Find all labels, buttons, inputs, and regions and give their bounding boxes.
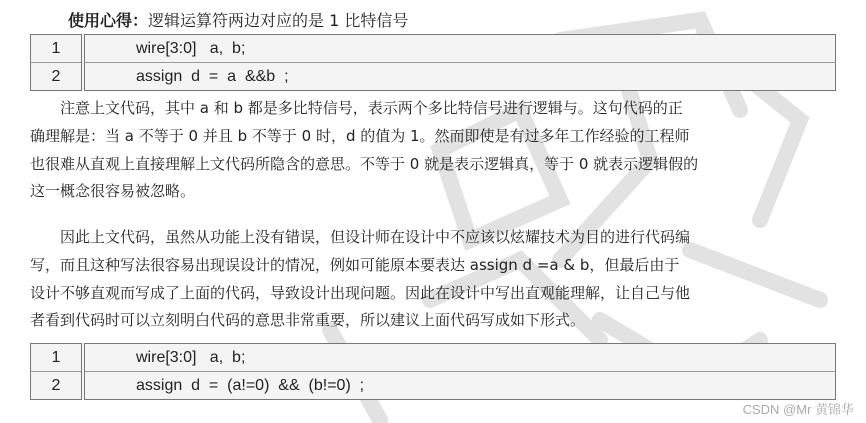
csdn-credit: CSDN @Mr 黄锦华 xyxy=(742,402,854,417)
code-block-recommended xyxy=(30,343,836,400)
code-text: assign d = (a!=0) && (b!=0) ; xyxy=(83,372,836,400)
usage-tip-text: 逻辑运算符两边对应的是 1 比特信号 xyxy=(148,11,409,30)
usage-tip-heading xyxy=(68,8,408,31)
paragraph-line: 注意上文代码，其中 a 和 b 都是多比特信号，表示两个多比特信号进行逻辑与。这句代码的正 xyxy=(30,99,683,117)
code-line xyxy=(31,35,836,63)
code-line xyxy=(31,344,836,372)
usage-tip-label: 使用心得： xyxy=(68,11,149,30)
code-line xyxy=(31,63,836,91)
paragraph-line: 也很难从直观上直接理解上文代码所隐含的意思。不等于 0 就是表示逻辑真，等于 0 就表示逻辑假的 xyxy=(30,154,699,173)
code-text: wire[3:0] a, b; xyxy=(136,39,246,57)
line-number: 2 xyxy=(31,372,84,400)
code-text: assign d = a &&b ; xyxy=(83,63,836,91)
code-block-original xyxy=(30,34,836,91)
paragraph-line: 设计不够直观而写成了上面的代码，导致设计出现问题。因此在设计中写出直观能理解，让自己与他 xyxy=(30,283,691,302)
explanation-paragraph xyxy=(30,95,840,206)
paragraph-line: 这一概念很容易被忽略。 xyxy=(30,182,196,201)
line-number: 2 xyxy=(31,63,84,91)
line-number: 1 xyxy=(31,35,84,63)
line-number: 1 xyxy=(31,344,84,372)
code-text: wire[3:0] a, b; xyxy=(136,348,246,366)
paragraph-line: 因此上文代码，虽然从功能上没有错误，但设计师在设计中不应该以炫耀技术为目的进行代码编 xyxy=(30,228,691,246)
paragraph-line: 写，而且这种写法很容易出现误设计的情况，例如可能原本要表达 assign d =a & b，但最后由于 xyxy=(30,255,680,274)
paragraph-line: 者看到代码时可以立刻明白代码的意思非常重要，所以建议上面代码写成如下形式。 xyxy=(30,311,586,330)
recommendation-paragraph xyxy=(30,224,840,335)
code-line xyxy=(31,372,836,400)
paragraph-line: 确理解是：当 a 不等于 0 并且 b 不等于 0 时，d 的值为 1。然而即使是有过多年工作经验的工程师 xyxy=(30,126,690,145)
